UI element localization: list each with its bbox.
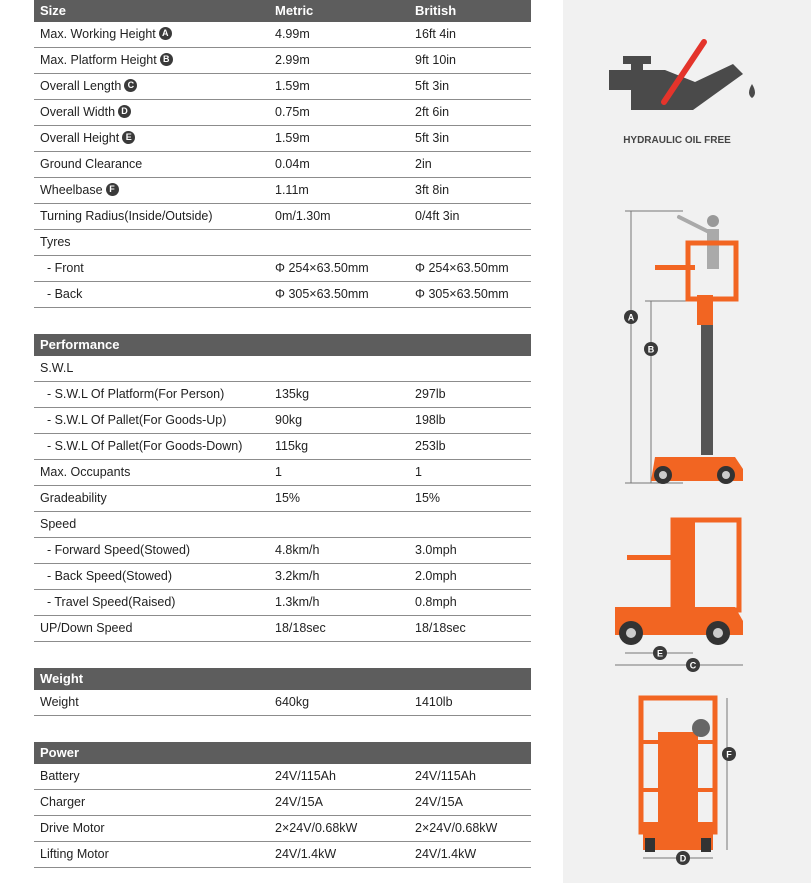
row-metric-value: 1.11m [275,183,309,197]
row-british-value: 5ft 3in [415,131,450,145]
row-label-text: Lifting Motor [40,847,109,861]
row-label [34,408,275,433]
size-row [34,100,531,126]
power-row [34,842,531,868]
row-british-value: 5ft 3in [415,79,450,93]
row-british-value: 253lb [415,439,446,453]
row-british-value: 3ft 8in [415,183,450,197]
size-header-label: Size [40,3,67,18]
dim-label-e: E [656,648,664,659]
dim-label-f: F [726,749,732,760]
size-row [34,22,531,48]
size-row [34,204,531,230]
row-label [34,22,275,47]
row-british-value: 9ft 10in [415,53,457,67]
row-label [34,256,275,281]
row-british-value: Φ 305×63.50mm [415,287,509,301]
performance-row [34,460,531,486]
row-label-text: Battery [40,769,80,783]
row-label-text: Tyres [40,235,71,249]
performance-row [34,590,531,616]
dim-label-c: C [689,660,697,671]
size-row [34,74,531,100]
row-label [34,152,275,177]
row-british-value: 1 [415,465,422,479]
raised-machine-diagram [563,205,811,495]
row-label-text: - Travel Speed(Raised) [40,595,176,609]
performance-header-label: Performance [40,337,120,352]
dimension-badge: F [106,183,119,196]
row-metric-value: 1 [275,465,282,479]
row-metric-value: 90kg [275,413,303,427]
performance-row [34,356,531,382]
row-label-text: Gradeability [40,491,107,505]
row-label-text: Ground Clearance [40,157,143,171]
row-metric-value: 3.2km/h [275,569,320,583]
row-british-value: 18/18sec [415,621,466,635]
row-label [34,48,275,73]
power-header [34,742,531,764]
power-row [34,790,531,816]
power-row [34,816,531,842]
row-metric-value: 24V/1.4kW [275,847,337,861]
row-metric-value: 1.3km/h [275,595,320,609]
row-british-value [415,230,531,255]
row-british-value: 2×24V/0.68kW [415,821,498,835]
illustration-panel [563,0,811,883]
row-label-text: Overall Length [40,79,122,93]
row-british-value: 24V/1.4kW [415,847,477,861]
row-label [34,486,275,511]
row-label [34,178,275,203]
row-metric-value [275,512,415,537]
row-metric-value: 135kg [275,387,310,401]
row-metric-value: 2×24V/0.68kW [275,821,358,835]
row-label-text: Max. Platform Height [40,53,157,67]
row-metric-value: 115kg [275,439,309,453]
row-label-text: Overall Width [40,105,116,119]
row-label [34,616,275,641]
size-row [34,152,531,178]
performance-section [34,334,531,642]
row-label [34,382,275,407]
row-label-text: - Back [40,287,83,301]
performance-row [34,538,531,564]
performance-row [34,486,531,512]
row-label [34,590,275,615]
row-label [34,538,275,563]
row-british-value: 0.8mph [415,595,457,609]
row-label-text: Wheelbase [40,183,103,197]
row-metric-value: 18/18sec [275,621,326,635]
row-label [34,764,275,789]
row-metric-value: Φ 254×63.50mm [275,261,369,275]
size-row [34,230,531,256]
row-label [34,564,275,589]
row-label [34,230,275,255]
row-label-text: - Forward Speed(Stowed) [40,543,191,557]
front-view-diagram [563,692,811,872]
row-label [34,690,275,715]
dimension-badge: C [124,79,137,92]
row-label [34,512,275,537]
row-british-value: 297lb [415,387,446,401]
row-metric-value: Φ 305×63.50mm [275,287,369,301]
row-label-text: Weight [40,695,79,709]
row-british-value [415,512,531,537]
row-metric-value: 1.59m [275,79,310,93]
row-metric-value: 1.59m [275,131,310,145]
performance-row [34,434,531,460]
size-row [34,48,531,74]
size-header [34,0,531,22]
size-row [34,282,531,308]
row-label-text: - S.W.L Of Pallet(For Goods-Up) [40,413,227,427]
row-metric-value: 0.04m [275,157,310,171]
side-view-diagram [563,515,811,675]
row-label [34,842,275,867]
dimension-badge: B [160,53,173,66]
power-section [34,742,531,868]
dimension-badge: D [118,105,131,118]
row-label-text: Max. Working Height [40,27,156,41]
hydraulic-oil-free-label: HYDRAULIC OIL FREE [623,135,731,146]
row-label [34,204,275,229]
row-label [34,282,275,307]
performance-row [34,512,531,538]
performance-row [34,382,531,408]
performance-row [34,616,531,642]
row-label-text: S.W.L [40,361,74,375]
row-label-text: Charger [40,795,86,809]
size-row [34,256,531,282]
dimension-badge: E [122,131,135,144]
row-label [34,126,275,151]
hydraulic-oil-free-icon [609,40,769,130]
dim-label-a: A [627,312,635,323]
weight-header-label: Weight [40,671,84,686]
spec-tables [34,0,531,894]
row-metric-value: 2.99m [275,53,310,67]
row-metric-value: 0.75m [275,105,310,119]
row-metric-value: 4.99m [275,27,310,41]
row-label-text: UP/Down Speed [40,621,133,635]
row-metric-value: 15% [275,491,301,505]
row-label [34,790,275,815]
row-metric-value: 0m/1.30m [275,209,331,223]
row-british-value: 0/4ft 3in [415,209,460,223]
row-british-value: 2ft 6in [415,105,450,119]
dimension-badge: A [159,27,172,40]
row-british-value: 3.0mph [415,543,457,557]
row-metric-value: 24V/115Ah [275,769,336,783]
performance-row [34,408,531,434]
british-header: British [415,3,457,18]
row-label-text: Max. Occupants [40,465,131,479]
row-british-value: 198lb [415,413,446,427]
row-label [34,816,275,841]
dim-label-b: B [647,344,655,355]
weight-section [34,668,531,716]
row-label-text: Speed [40,517,77,531]
row-label [34,356,275,381]
row-british-value: 2.0mph [415,569,457,583]
row-metric-value: 640kg [275,695,310,709]
row-label-text: - S.W.L Of Pallet(For Goods-Down) [40,439,243,453]
row-label [34,460,275,485]
performance-row [34,564,531,590]
row-label-text: Drive Motor [40,821,105,835]
row-british-value: 24V/115Ah [415,769,476,783]
row-label [34,100,275,125]
row-metric-value [275,230,415,255]
dim-label-d: D [679,853,687,864]
performance-header [34,334,531,356]
power-header-label: Power [40,745,80,760]
row-label-text: - Front [40,261,84,275]
row-label-text: Overall Height [40,131,120,145]
size-row [34,126,531,152]
row-british-value: 16ft 4in [415,27,457,41]
row-british-value: 24V/15A [415,795,463,809]
row-label-text: Turning Radius(Inside/Outside) [40,209,213,223]
row-british-value: 2in [415,157,432,171]
metric-header: Metric [275,3,314,18]
size-section [34,0,531,308]
row-british-value: 15% [415,491,441,505]
row-metric-value [275,356,415,381]
power-row [34,764,531,790]
row-british-value: 1410lb [415,695,453,709]
row-label-text: - S.W.L Of Platform(For Person) [40,387,225,401]
row-british-value: Φ 254×63.50mm [415,261,509,275]
size-row [34,178,531,204]
row-british-value [415,356,531,381]
weight-header [34,668,531,690]
row-metric-value: 4.8km/h [275,543,320,557]
row-metric-value: 24V/15A [275,795,323,809]
row-label [34,74,275,99]
weight-row [34,690,531,716]
row-label [34,434,275,459]
row-label-text: - Back Speed(Stowed) [40,569,173,583]
